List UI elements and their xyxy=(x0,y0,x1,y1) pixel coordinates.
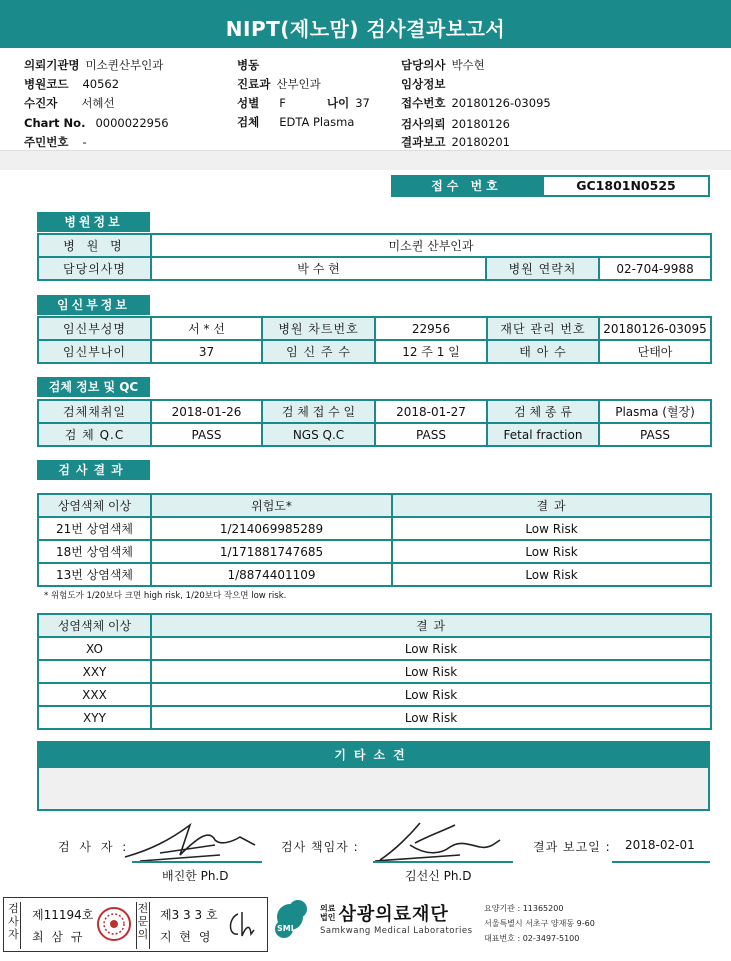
header-sex xyxy=(237,95,286,111)
table-row xyxy=(38,540,711,563)
pregnant-name: 서 * 선 xyxy=(151,317,262,340)
header-label: 검체 xyxy=(237,115,260,129)
header-value: 20180126-03095 xyxy=(451,96,551,110)
sex-chrom-name: XXY xyxy=(38,660,151,683)
specimen-qc: PASS xyxy=(151,423,262,446)
chrom-name: 18번 상염색체 xyxy=(38,540,151,563)
contact-label: 병원 연락처 xyxy=(486,257,599,280)
header-doctor xyxy=(401,57,485,73)
header-value: 40562 xyxy=(82,77,120,91)
header-label: 나이 xyxy=(327,96,350,110)
sex-chrom-result: Low Risk xyxy=(151,637,711,660)
org-info-line: 대표번호 : 02-3497-5100 xyxy=(484,934,580,943)
table-row xyxy=(38,637,711,660)
table-row xyxy=(38,494,711,517)
header-age xyxy=(327,95,370,111)
section-results: 검사결과 xyxy=(37,460,150,480)
received-label: 검 체 접 수 일 xyxy=(262,400,375,423)
report-date: 2018-02-01 xyxy=(625,838,695,852)
col-result: 결 과 xyxy=(392,494,711,517)
header-dept xyxy=(237,76,321,92)
tester-name: 배진한 Ph.D xyxy=(162,869,229,883)
table-row xyxy=(38,563,711,586)
sml-logo-text: SML xyxy=(277,924,296,933)
header-value: 0000022956 xyxy=(95,116,169,130)
footer-license-number: 제3 3 3 호 xyxy=(160,908,218,922)
header-chart xyxy=(24,116,169,132)
header-label: 접수번호 xyxy=(401,96,446,110)
director-name: 김선신 Ph.D xyxy=(405,869,472,883)
col-risk: 위험도* xyxy=(151,494,392,517)
seal-icon xyxy=(96,906,132,942)
tester-label: 검 사 자 : xyxy=(58,840,130,854)
fetus-count: 단태아 xyxy=(599,340,711,363)
section-hospital-info: 병원정보 xyxy=(37,212,150,232)
sex-chrom-result: Low Risk xyxy=(151,683,711,706)
gestation-weeks: 12 주 1 일 xyxy=(375,340,487,363)
ngs-label: NGS Q.C xyxy=(262,423,375,446)
chrom-risk: 1/8874401109 xyxy=(151,563,392,586)
header-value: F xyxy=(279,96,286,110)
header-institution xyxy=(24,57,163,73)
header-ward xyxy=(237,57,265,73)
footer-license-number: 제11194호 xyxy=(32,908,94,922)
specimen-type: Plasma (혈장) xyxy=(599,400,711,423)
header-label: 임상정보 xyxy=(401,77,446,91)
risk-footnote: * 위험도가 1/20보다 크면 high risk, 1/20보다 작으면 low risk. xyxy=(44,591,287,601)
collect-label: 검체채취일 xyxy=(38,400,151,423)
org-small: 의료 xyxy=(320,904,336,913)
header-value: 37 xyxy=(355,96,370,110)
header-value: 미소퀸산부인과 xyxy=(85,58,164,72)
sex-chrom-result: Low Risk xyxy=(151,706,711,729)
footer-license-name: 지 현 영 xyxy=(160,930,213,944)
table-row xyxy=(38,340,711,363)
header-value: 박수현 xyxy=(451,58,485,72)
table-row xyxy=(38,317,711,340)
header-label: 결과보고 xyxy=(401,135,446,149)
pregnant-age-label: 임신부나이 xyxy=(38,340,151,363)
org-type xyxy=(320,904,335,922)
org-info-line: 서울특별시 서초구 양재동 9-60 xyxy=(484,919,595,928)
hospital-info-table xyxy=(37,233,712,281)
header-label: 진료과 xyxy=(237,77,271,91)
signature-icon xyxy=(224,908,260,942)
chrom-result: Low Risk xyxy=(392,563,711,586)
section-pregnant-info: 임신부정보 xyxy=(37,295,150,315)
header-value: - xyxy=(82,135,87,149)
tester-signature xyxy=(120,815,260,865)
received-date: 2018-01-27 xyxy=(375,400,487,423)
header-value: 20180126 xyxy=(451,117,510,131)
header-recipient xyxy=(24,95,115,111)
header-label: 검사의뢰 xyxy=(401,117,446,131)
fetus-label: 태 아 수 xyxy=(487,340,599,363)
table-row xyxy=(38,517,711,540)
ff-label: Fetal fraction xyxy=(487,423,599,446)
weeks-label: 임 신 주 수 xyxy=(262,340,375,363)
col-autosomal: 상염색체 이상 xyxy=(38,494,151,517)
header-receipt xyxy=(401,95,551,111)
collect-date: 2018-01-26 xyxy=(151,400,262,423)
org-info xyxy=(484,901,595,946)
header-hospital-code xyxy=(24,76,119,92)
footer-vertical-label: 전문의 xyxy=(136,902,150,949)
chrom-result: Low Risk xyxy=(392,517,711,540)
org-block xyxy=(320,900,473,936)
fetal-fraction: PASS xyxy=(599,423,711,446)
receipt-label: 접수 번호 xyxy=(391,175,542,197)
org-small: 법인 xyxy=(320,913,336,922)
org-title xyxy=(320,900,473,926)
hospital-contact: 02-704-9988 xyxy=(599,257,711,280)
results-table xyxy=(37,493,712,587)
sml-logo-icon xyxy=(272,897,312,945)
report-title: NIPT(제노맘) 검사결과보고서 xyxy=(225,17,506,41)
receipt-value: GC1801N0525 xyxy=(542,175,710,197)
report-date-line xyxy=(612,861,710,863)
doctor-name: 박 수 현 xyxy=(151,257,486,280)
remarks-heading: 기타소견 xyxy=(39,743,708,768)
director-line xyxy=(373,861,513,863)
header-report xyxy=(401,134,510,150)
tester-line xyxy=(132,861,262,863)
remarks-box xyxy=(37,741,710,811)
qc-label: 검 체 Q.C xyxy=(38,423,151,446)
header-label: 병원코드 xyxy=(24,77,69,91)
footer-vertical-label: 검사자 xyxy=(7,902,21,949)
header-value: 20180201 xyxy=(451,135,510,149)
pregnant-name-label: 임신부성명 xyxy=(38,317,151,340)
header-label: 병동 xyxy=(237,58,260,72)
sex-chrom-name: XO xyxy=(38,637,151,660)
table-row xyxy=(38,257,711,280)
header-label: 주민번호 xyxy=(24,135,69,149)
header-label: 성별 xyxy=(237,96,260,110)
table-row xyxy=(38,683,711,706)
header-request xyxy=(401,116,510,132)
chart-label: 병원 차트번호 xyxy=(262,317,375,340)
header-value: 산부인과 xyxy=(276,77,321,91)
hospital-name-label: 병 원 명 xyxy=(38,234,151,257)
header-label: 담당의사 xyxy=(401,58,446,72)
header-label: 수진자 xyxy=(24,96,58,110)
table-row xyxy=(38,234,711,257)
doctor-label: 담당의사명 xyxy=(38,257,151,280)
org-name: 삼광의료재단 xyxy=(338,904,449,925)
header-clinical xyxy=(401,76,451,92)
hospital-name: 미소퀸 산부인과 xyxy=(151,234,711,257)
chrom-risk: 1/171881747685 xyxy=(151,540,392,563)
director-label: 검사 책임자 : xyxy=(281,840,359,854)
chrom-risk: 1/214069985289 xyxy=(151,517,392,540)
footer-license-name: 최 삼 규 xyxy=(32,930,85,944)
col-sex-chrom: 성염색체 이상 xyxy=(38,614,151,637)
sex-chrom-name: XYY xyxy=(38,706,151,729)
pregnant-info-table xyxy=(37,316,712,364)
specimen-qc-table xyxy=(37,399,712,447)
table-row xyxy=(38,706,711,729)
org-eng-name: Samkwang Medical Laboratories xyxy=(320,926,473,936)
table-row xyxy=(38,614,711,637)
table-row xyxy=(38,400,711,423)
pregnant-age: 37 xyxy=(151,340,262,363)
mgmt-number: 20180126-03095 xyxy=(599,317,711,340)
footer-license-box xyxy=(3,897,268,952)
table-row xyxy=(38,660,711,683)
report-date-label: 결과 보고일 : xyxy=(533,840,611,854)
title-bar xyxy=(0,0,731,48)
section-specimen-qc: 검체 정보 및 QC xyxy=(37,377,150,397)
sex-chrom-table xyxy=(37,613,712,730)
ngs-qc: PASS xyxy=(375,423,487,446)
org-info-line: 요양기관 : 11365200 xyxy=(484,904,564,913)
type-label: 검 체 종 류 xyxy=(487,400,599,423)
header-value: EDTA Plasma xyxy=(279,115,355,129)
col-sex-result: 결 과 xyxy=(151,614,711,637)
sex-chrom-result: Low Risk xyxy=(151,660,711,683)
remarks-body xyxy=(39,768,708,809)
sex-chrom-name: XXX xyxy=(38,683,151,706)
header-resident xyxy=(24,134,87,150)
header-separator xyxy=(0,150,731,170)
mgmt-label: 재단 관리 번호 xyxy=(487,317,599,340)
header-value: 서혜선 xyxy=(81,96,115,110)
table-row xyxy=(38,423,711,446)
director-signature xyxy=(370,815,510,865)
chrom-result: Low Risk xyxy=(392,540,711,563)
header-label: 의뢰기관명 xyxy=(24,58,80,72)
chrom-name: 13번 상염색체 xyxy=(38,563,151,586)
header-specimen xyxy=(237,114,354,130)
chrom-name: 21번 상염색체 xyxy=(38,517,151,540)
header-label: Chart No. xyxy=(24,116,86,130)
chart-number: 22956 xyxy=(375,317,487,340)
